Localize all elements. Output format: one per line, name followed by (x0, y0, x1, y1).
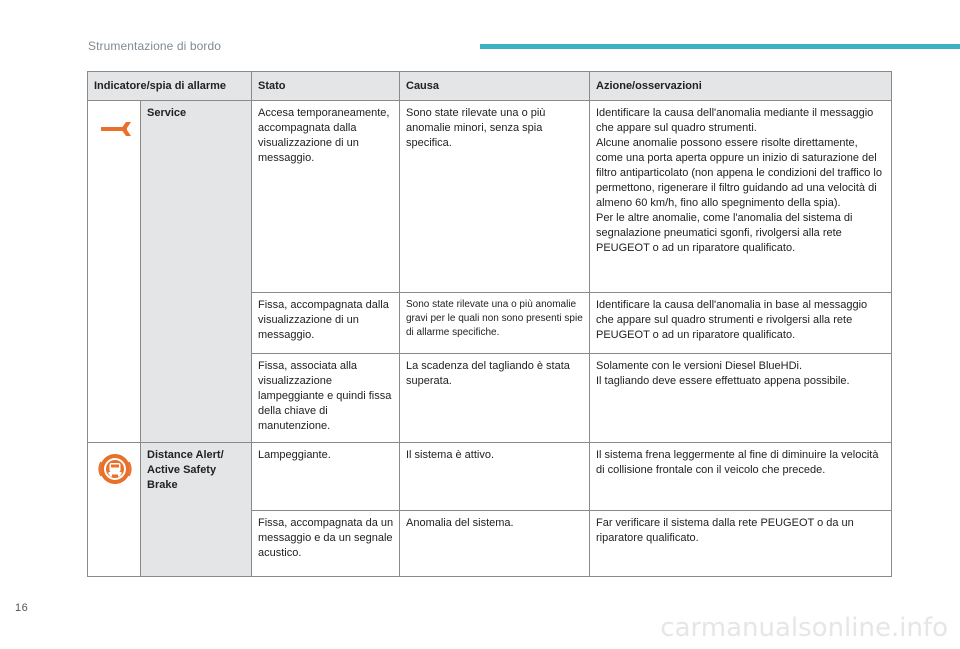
service-icon-cell (88, 101, 141, 443)
table-cell-stato: Fissa, accompagnata da un messaggio e da un segnale acustico. (252, 511, 400, 577)
table-cell-causa: La scadenza del tagliando è stata superata. (400, 354, 590, 443)
header-stato: Stato (252, 72, 400, 101)
active-safety-brake-icon (98, 452, 132, 491)
table-cell-azione: Solamente con le versioni Diesel BlueHDi. Il tagliando deve essere effettuato appena possibile. (590, 354, 892, 443)
table-cell-azione: Identificare la causa dell'anomalia in base al messaggio che appare sul quadro strumenti e rivolgersi alla rete PEUGEOT o ad un riparatore qualificato. (590, 293, 892, 354)
table-cell-azione: Il sistema frena leggermente al fine di diminuire la velocità di collisione frontale con il veicolo che precede. (590, 443, 892, 511)
header-causa: Causa (400, 72, 590, 101)
distance-alert-icon-cell (88, 443, 141, 577)
section-title-bar (480, 44, 960, 49)
table-row (88, 443, 892, 511)
watermark: carmanualsonline.info (660, 613, 948, 643)
section-title: Strumentazione di bordo (88, 39, 222, 53)
table-cell-stato: Lampeggiante. (252, 443, 400, 511)
header-azione: Azione/osservazioni (590, 72, 892, 101)
header-indicator: Indicatore/spia di allarme (88, 72, 252, 101)
table-cell-causa: Anomalia del sistema. (400, 511, 590, 577)
table-header-row (88, 72, 892, 101)
table-cell-causa: Sono state rilevate una o più anomalie minori, senza spia specifica. (400, 101, 590, 293)
table-cell-stato: Fissa, associata alla visualizzazione lampeggiante e quindi fissa della chiave di manutenzione. (252, 354, 400, 443)
service-name-cell: Service (141, 101, 252, 443)
table-cell-causa: Il sistema è attivo. (400, 443, 590, 511)
table-cell-stato: Accesa temporaneamente, accompagnata dalla visualizzazione di un messaggio. (252, 101, 400, 293)
wrench-icon (98, 119, 132, 144)
table-row (88, 101, 892, 293)
page-number: 16 (15, 602, 29, 614)
table-cell-azione: Far verificare il sistema dalla rete PEUGEOT o da un riparatore qualificato. (590, 511, 892, 577)
warning-lights-table (87, 71, 892, 577)
distance-alert-name-cell: Distance Alert/ Active Safety Brake (141, 443, 252, 577)
table-cell-stato: Fissa, accompagnata dalla visualizzazione di un messaggio. (252, 293, 400, 354)
table-cell-causa: Sono state rilevate una o più anomalie gravi per le quali non sono presenti spie di allarme specifiche. (400, 293, 590, 354)
table-cell-azione: Identificare la causa dell'anomalia mediante il messaggio che appare sul quadro strumenti. Alcune anomalie possono essere risolte direttamente, come una porta aperta oppure un inizio di saturazione del filtro antiparticolato (non appena le condizioni del traffico lo permettono, rigenerare il filtro guidando ad una velocità di almeno 60 km/h, fino allo spegnimento della spia). Per le altre anomalie, come l'anomalia del sistema di segnalazione pneumatici sgonfi, rivolgersi alla rete PEUGEOT o ad un riparatore qualificato. (590, 101, 892, 293)
